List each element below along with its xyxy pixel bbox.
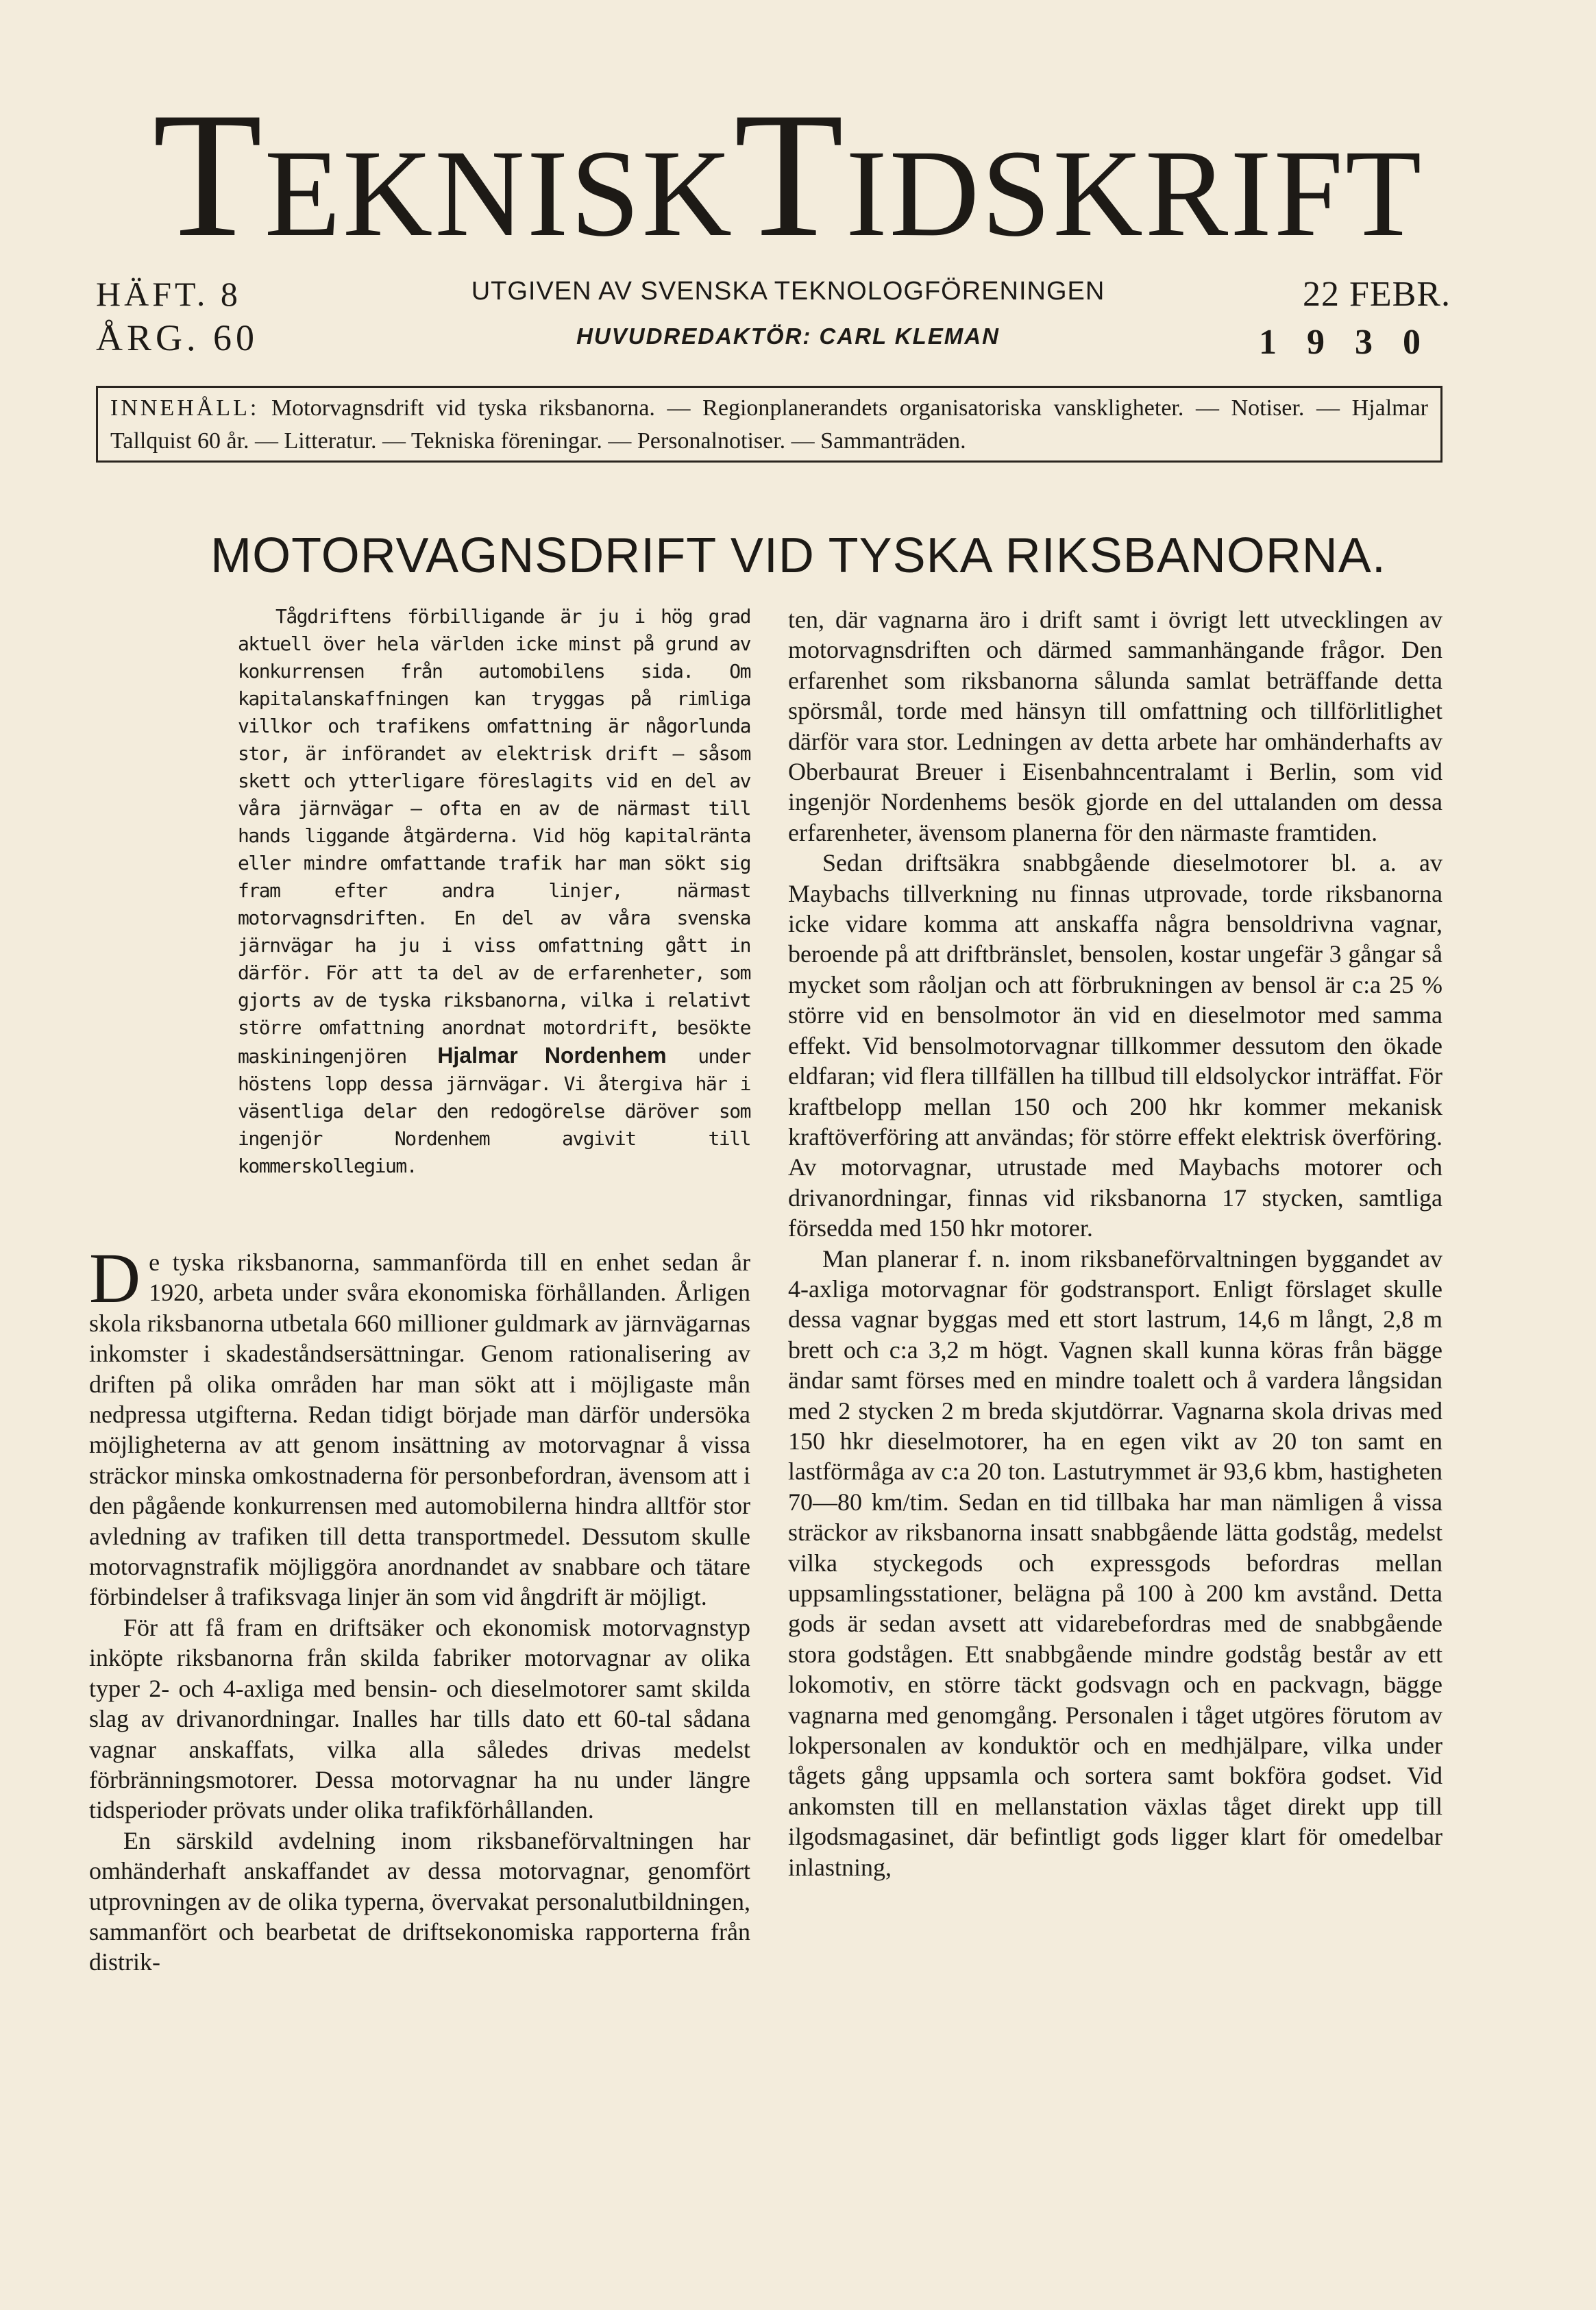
paragraph: ten, där vagnarna äro i drift samt i övrigt lett utvecklingen av motorvagnsdriften och därmed sammanhängande frågor. Den erfarenhet som riksbanorna sålunda samlat beträffande detta spörsmål, torde med hänsyn till omfattning och tillförlitlighet därför vara stor. Ledningen av detta arbete har omhänderhafts av Oberbaurat Breuer i Eisenbahncentralamt i Berlin, som vid ingenjör Nordenhems besök gjorde en del uttalanden om dessa erfarenheter, ävensom planerna för den närmaste framtiden. bbox=[788, 606, 1442, 846]
masthead-rest-1: EKNISK bbox=[264, 125, 735, 262]
contents-text: Motorvagnsdrift vid tyska riksbanorna. — Regionplanerandets organisatoriska vanskligheter. — Notiser. — Hjalmar Tallquist 60 år. — Litteratur. — Tekniska föreningar. — Personalnotiser. — Sammanträden. bbox=[110, 395, 1429, 454]
publisher-line: UTGIVEN AV SVENSKA TEKNOLOGFÖRENINGEN bbox=[471, 277, 1105, 306]
masthead-initial-1: T bbox=[152, 75, 265, 274]
paragraph: Sedan driftsäkra snabbgående dieselmotorer bl. a. av Maybachs tillverkning nu finnas utprovade, torde riksbanorna icke vidare komma att anskaffa några bensoldrivna vagnar, beroende på att driftbränslet, bensolen, kostar ungefär 3 gångar så mycket som råoljan och att förbrukningen av bensol är c:a 25 % större vid en bensolmotor än vid en dieselmotor med samma effekt. Vid bensolmotorvagnar tillkommer dessutom den ökade eldfaran; vid flera tillfällen ha tillbud till eldsolyckor inträffat. För kraftbelopp mellan 150 och 200 hkr kommer mekanisk kraftöverföring att användas; för större effekt elektrisk överföring. Av motorvagnar, utrustade med Maybachs motorer och drivanordningar, finnas vid riksbanorna 17 stycken, samtliga försedda med 150 hkr motorer. bbox=[788, 849, 1442, 1242]
article-ingress bbox=[238, 603, 750, 1180]
table-of-contents bbox=[96, 386, 1442, 463]
left-column bbox=[89, 1239, 750, 1978]
article-title: MOTORVAGNSDRIFT VID TYSKA RIKSBANORNA. bbox=[210, 528, 1386, 583]
contents-label: INNEHÅLL: bbox=[110, 395, 260, 421]
ingress-name: Hjalmar Nordenhem bbox=[437, 1043, 667, 1068]
issue-date: 22 FEBR. bbox=[1302, 275, 1451, 314]
drop-cap: D bbox=[89, 1239, 141, 1318]
paragraph: En särskild avdelning inom riksbaneförvaltningen har omhänderhaft anskaffandet av dessa motorvagnar, genomfört utprovningen av de olika typerna, övervakat personalutbildningen, sammanfört och bearbetat de driftsekonomiska rapporterna från distrik- bbox=[89, 1826, 750, 1976]
volume-number: ÅRG. 60 bbox=[96, 317, 259, 358]
paragraph: Man planerar f. n. inom riksbaneförvaltningen byggandet av 4-axliga motorvagnar för godstransport. Enligt förslaget skulle dessa vagnar byggas med ett stort lastrum, 14,6 m långt, 2,8 m brett och c:a 3,2 m högt. Vagnen skall kunna köras från bägge ändar samt förses med en mindre toalett och å vardera långsidan med 2 stycken 2 m breda skjutdörrar. Vagnarna skola drivas med 150 hkr dieselmotorer, ha en egen vikt av 20 ton samt en lastförmåga av c:a 20 ton. Lastutrymmet är 93,6 kbm, hastigheten 70—80 km/tim. Sedan en tid tillbaka har man nämligen å vissa sträckor av riksbanorna insatt snabbgående lätta godståg, medelst vilka styckegods och expressgods befordras mellan uppsamlingsstationer, belägna på 100 à 200 km avstånd. Detta gods är sedan avsett att vidarebefordras med de snabbgående stora godstågen. Ett snabbgående mindre godståg består av ett lokomotiv, en större täckt godsvagn och en packvagn, bägge vagnarna med genomgång. Personalen i tåget utgöres förutom av lokpersonalen av konduktör och en medhjälpare, vilka under tågets gång uppsamla och sortera samt bokföra godset. Vid ankomsten till en mellanstation växlas tåget direkt upp till ilgodsmagasinet, där befintligt gods ligger klart för omedelbar inlastning, bbox=[788, 1244, 1442, 1881]
issue-number: HÄFT. 8 bbox=[96, 275, 241, 313]
ingress-text: Tågdriftens förbilligande är ju i hög grad aktuell över hela världen icke minst på grund av konkurrensen från automobilens sida. Om kapitalanskaffningen kan tryggas på rimliga villkor och trafikens omfattning är någorlunda stor, är införandet av elektrisk drift — såsom skett och ytterligare föreslagits vid en del av våra järnvägar — ofta en av de närmast till hands liggande åtgärderna. Vid hög kapitalränta eller mindre omfattande trafik har man sökt sig fram efter andra linjer, närmast motorvagnsdriften. En del av våra svenska järnvägar ha ju i viss omfattning gått in därför. För att ta del av de erfarenheter, som gjorts av de tyska riksbanorna, vilka i relativt större omfattning anordnat motordrift, besökte maskiningenjören bbox=[238, 605, 750, 1068]
paragraph bbox=[89, 1239, 750, 1612]
masthead-rest-2: IDSKRIFT bbox=[846, 125, 1424, 262]
ingress-text-end: under höstens lopp dessa järnvägar. Vi återgiva här i väsentliga delar den redogörelse däröver som ingenjör Nordenhem avgivit till kommerskollegium. bbox=[238, 1045, 751, 1177]
masthead bbox=[103, 75, 1473, 274]
right-column bbox=[788, 604, 1442, 1882]
issue-year: 1930 bbox=[1259, 323, 1451, 362]
masthead-initial-2: T bbox=[734, 75, 846, 274]
editor-line: HUVUDREDAKTÖR: CARL KLEMAN bbox=[576, 323, 1000, 349]
paragraph-text: e tyska riksbanorna, sammanförda till en enhet sedan år 1920, arbeta under svåra ekonomiska förhållanden. Årligen skola riksbanorna utbetala 660 millioner guldmark av järnvägarnas inkomster i skadeståndsersättningar. Genom rationalisering av driften på olika områden har man sökt att i möjligaste mån nedpressa utgifterna. Redan tidigt började man därför undersöka möjligheterna av att genom insättning av motorvagnar å vissa sträckor minska omkostnaderna för personbefordran, ävensom att i den pågående konkurrensen med automobilerna hindra alltför stor avledning av trafiken till detta transportmedel. Dessutom skulle motorvagnstrafik möjliggöra anordnandet av snabbare och tätare förbindelser å trafiksvaga linjer än som vid ångdrift är möjligt. bbox=[89, 1249, 750, 1611]
paragraph: För att få fram en driftsäker och ekonomisk motorvagnstyp inköpte riksbanorna från skilda fabriker motorvagnar av olika typer 2- och 4-axliga med bensin- och dieselmotorer samt skilda slag av drivanordningar. Inalles har tills dato ett 60-tal sådana vagnar anskaffats, vilka alla således drivas medelst förbränningsmotorer. Dessa motorvagnar ha nu under längre tidsperioder prövats under olika trafikförhållanden. bbox=[89, 1613, 750, 1824]
